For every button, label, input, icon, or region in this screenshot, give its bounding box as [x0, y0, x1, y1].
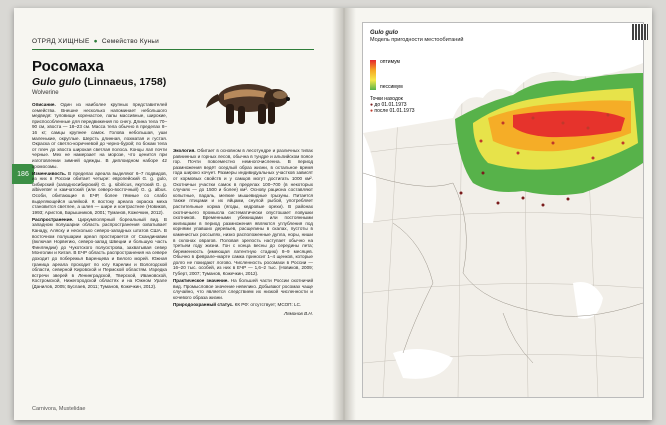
points-title: Точки находок — [370, 96, 403, 102]
habitat-map — [362, 22, 644, 398]
species-title: Росомаха — [32, 58, 104, 75]
text-column-1 — [32, 102, 167, 291]
points-legend — [370, 96, 415, 114]
family-label: Семейство Куньи — [101, 38, 160, 45]
points-before: ● до 01.01.1973 — [370, 102, 407, 108]
paragraph-status: Природоохранный статус. КК РФ: отсутствует; МСОП: LC. — [173, 302, 302, 308]
page-number: 186 — [12, 164, 34, 184]
paragraph-variability: Изменчивость. В пределах ареала выделяют 6–7 подвидов, из них в России обитает четыре: европейский G. g. gulo, сибирский (западносибирский) G. g. sibiricus, якутский G. g. albiventer и камчатский (или северо-восточный) G. g. albus. Особи, обитающие в ЕЧР, более тёмные со слабо выделяющейся шлейкой. К востоку ареала окраска меха становится светлее, а шлея — шире и контрастнее (Новиков, 1993; Аристов, Барышников, 2001; Туманов, Кожечкин, 2012). — [32, 170, 167, 215]
order-label: ОТРЯД ХИЩНЫЕ — [32, 38, 90, 45]
dot-icon: ● — [370, 102, 374, 108]
english-name: Wolverine — [32, 90, 59, 96]
suitability-gradient — [370, 60, 376, 90]
qr-code-icon — [632, 24, 648, 40]
map-graphic — [363, 23, 643, 397]
left-page — [14, 8, 332, 420]
legend-species: Gulo gulo — [370, 30, 398, 36]
page-footer: Carnivora, Mustelidae — [32, 406, 86, 412]
latin-name — [32, 76, 166, 88]
wolverine-illustration — [202, 68, 294, 134]
map-legend — [370, 30, 470, 43]
paragraph-ecology: Экология. Обитает в основном в лесотундре и различных типах равнинных и горных лесов, обычна в тундре и альпийском поясе гор. Почти повсеместно немногочисленна. В период размножения ведёт оседлый образ жизни, в остальное время года широко кочует. Размеры индивидуальных участков зависят от кормовых свойств и у самцов могут достигать 1000 км². Охотничьи участки самок в пределах 100–700 (в некоторых случаях — до 1500 и более) км². Основу рациона составляют копытные, падаль, мелкие мышевидные грызуны. Питается также птицами и их яйцами, снулой рыбой, употребляет растительные корма (ягоды, кедровые орехи). В районах охотничьего промысла систематически опустошает ловушки охотников. Временными убежищами или постоянными жилищами в период размножения являются углубления под корнями упавших деревьев, расщелины в скалах, пустоты в каменистых россыпях, низко расположенные дупла, норы, ниши в склонах оврагов. Половая зрелость наступает обычно на третьем году жизни. Гон с конца весны до середины лета; беременность (имеющая латентную стадию) 8–9 месяцев. Обычно в феврале–марте самка приносит 1–4 щенков, которые долго не покидают логово. Численность росомахи в России — 16–20 тыс. особей, из них в ЕЧР — 1,6–2 тыс. (Новиков, 2009; Губерт, 2007; Туманов, Кожечкин, 2012). — [173, 148, 313, 277]
legend-pessimum: пессимум — [380, 84, 403, 90]
bullet-icon: ● — [93, 38, 98, 45]
points-after: ● после 01.01.1973 — [370, 108, 415, 114]
latin-author: (Linnaeus, 1758) — [83, 76, 167, 88]
header-divider — [32, 49, 314, 50]
latin-genus: Gulo gulo — [32, 76, 81, 88]
paragraph-practical: Практическое значение. На большей части России охотничий вид. Промысловое значение невелико. Добывают росомах чаще случайно, что является следствием их низкой численности и кочевого образа жизни. — [173, 278, 314, 300]
open-book — [14, 8, 652, 420]
book-gutter — [332, 8, 356, 420]
legend-optimum: оптимум — [380, 59, 400, 65]
page-header — [32, 38, 159, 45]
paragraph-distribution: Распространение. Циркумполярный бореальный вид. В западном полушарии область распространения охватывает Канаду, Аляску и несколько северо-западных штатов США. В восточном полушарии ареал простирается от Скандинавии (включая Норвегию, северо-запад Швеции и большую часть Финляндии) до Чукотского полуострова, захватывая север Монголии и Китая. В ЕЧР область распространения на севере доходит до побережья Баренцева и Белого морей. Южная граница ареала проходит по югу Карелии и Вологодской области, северной Кировской и Пермской областям. Изредка встречи зверей в Ленинградской, Тверской, Ивановской, Костромской, Нижегородской областях и на Южном Урале (Данилов, 2005; Буслаев, 2011; Туманов, Кожечкин, 2012). — [32, 216, 167, 289]
text-column-2 — [173, 148, 313, 316]
paragraph-description: Описание. Один из наиболее крупных представителей семейства. Внешне несколько напоминает небольшого медведя: туловище коренастое, лапы массивные, широкие, приспособленные для передвижения по снегу. Длина тела 70–90 см, хвоста — 18–23 см. Масса тела обычно в пределах 8–16 кг; самцы крупнее самок. Голова небольшая, уши маленькие, округлые. Шерсть длинная, лохматая и густая. Окраска от светло-коричневой до черно-бурой; по бокам тела от плеч до хвоста широкая светлая полоса. Концы лап почти черные. Мех не намерзает на морозе, что ценится при изготовлении зимней одежды. В диплоидном наборе 42 хромосомы. — [32, 102, 168, 169]
dot-icon: ● — [370, 108, 374, 114]
legend-subtitle: Модель пригодности местообитаний — [370, 37, 464, 43]
author-signature: Лямонов В.Н. — [284, 310, 313, 316]
right-page — [356, 8, 652, 420]
